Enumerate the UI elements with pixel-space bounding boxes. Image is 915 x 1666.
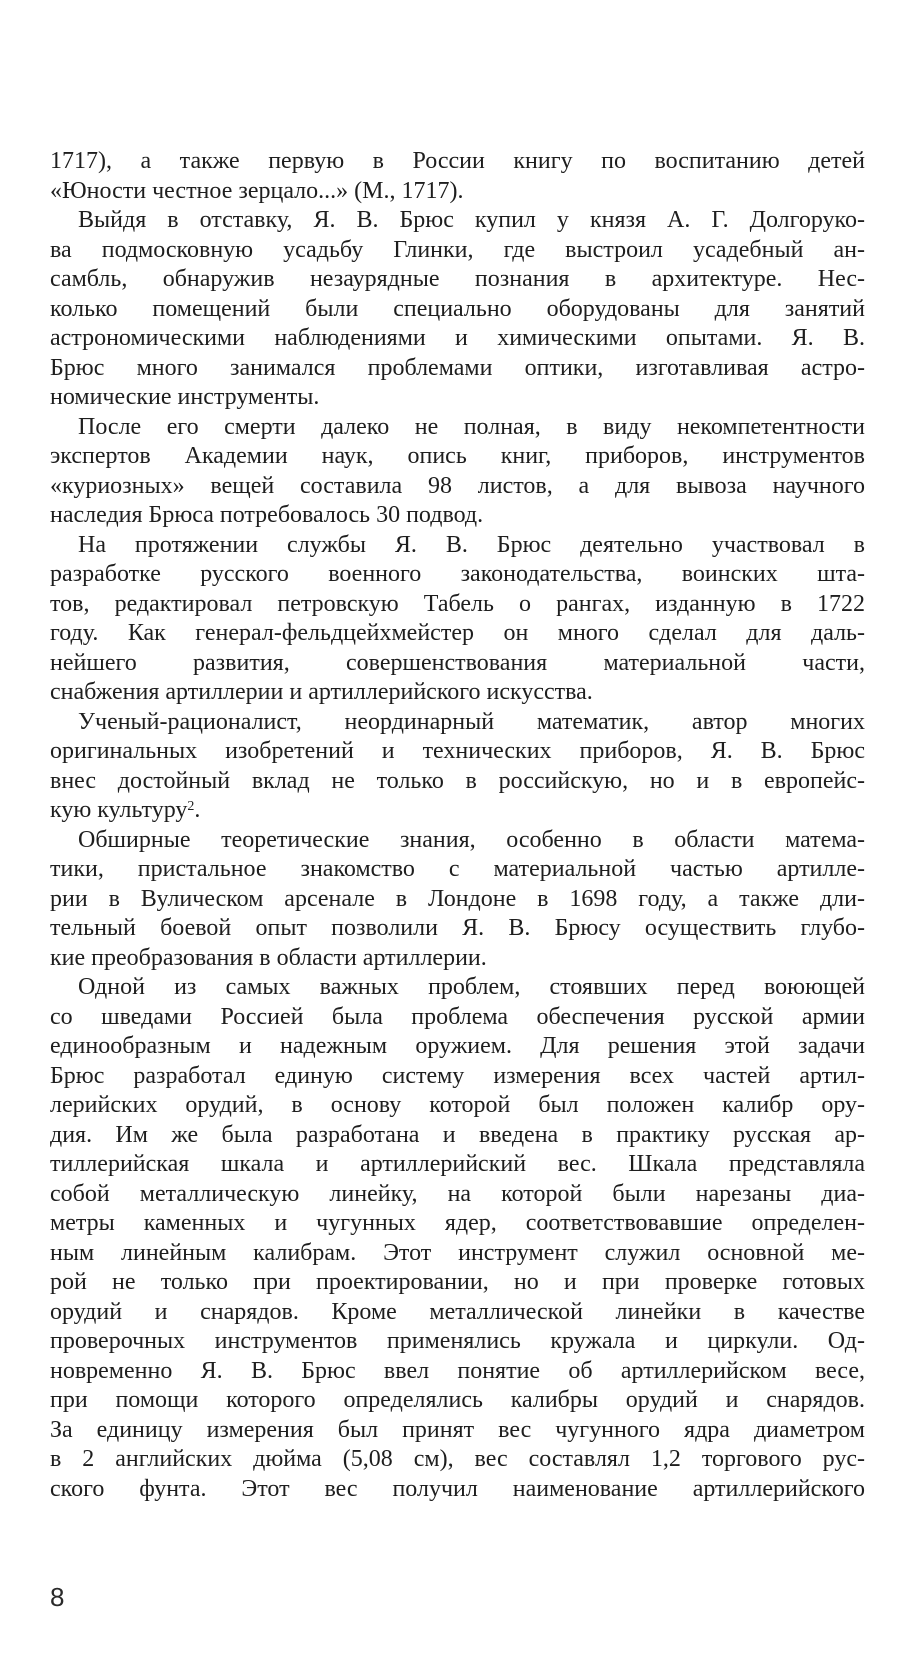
paragraph-4 bbox=[50, 531, 865, 708]
text-line: внес достойный вклад не только в российскую, но и в европейс- bbox=[50, 767, 865, 794]
text-line: проверочных инструментов применялись кружала и циркули. Од- bbox=[50, 1328, 865, 1354]
text-line: единообразным и надежным оружием. Для решения этой задачи bbox=[50, 1033, 865, 1059]
text-line: самбль, обнаружив незаурядные познания в архитектуре. Нес- bbox=[50, 266, 865, 292]
text-line: тики, пристальное знакомство с материальной частью артилле- bbox=[50, 856, 865, 882]
text-line: в 2 английских дюйма (5,08 см), вес составлял 1,2 торгового рус- bbox=[50, 1446, 865, 1472]
text-line: рой не только при проектировании, но и при проверке готовых bbox=[50, 1269, 865, 1295]
text-line: орудий и снарядов. Кроме металлической линейки в качестве bbox=[50, 1298, 865, 1325]
text-line: «Юности честное зерцало...» (М., 1717). bbox=[50, 177, 464, 204]
text-line-tail: . bbox=[194, 797, 201, 823]
text-line: разработке русского военного законодательства, воинских шта- bbox=[50, 561, 865, 587]
page-body bbox=[50, 147, 865, 1504]
text-line: экспертов Академии наук, опись книг, приборов, инструментов bbox=[50, 443, 865, 469]
text-line: ва подмосковную усадьбу Глинки, где выстроил усадебный ан- bbox=[50, 236, 865, 263]
text-line: Ученый-рационалист, неординарный математик, автор многих bbox=[78, 708, 865, 735]
text-line: лерийских орудий, в основу которой был положен калибр ору- bbox=[50, 1092, 865, 1118]
text-line: со шведами Россией была проблема обеспечения русской армии bbox=[50, 1003, 865, 1030]
text-line: при помощи которого определялись калибры орудий и снарядов. bbox=[50, 1387, 865, 1413]
text-line: тиллерийская шкала и артиллерийский вес. Шкала представляла bbox=[50, 1151, 865, 1177]
text-line: Брюс разработал единую систему измерения всех частей артил- bbox=[50, 1062, 865, 1089]
text-line: тов, редактировал петровскую Табель о рангах, изданную в 1722 bbox=[50, 590, 865, 617]
text-line-part: кую культуру bbox=[50, 797, 188, 823]
text-line: году. Как генерал-фельдцейхмейстер он много сделал для даль- bbox=[50, 620, 865, 646]
text-line: 1717), а также первую в России книгу по воспитанию детей bbox=[50, 148, 865, 174]
paragraph-5 bbox=[50, 708, 865, 826]
text-line: оригинальных изобретений и технических приборов, Я. В. Брюс bbox=[50, 738, 865, 764]
page-number: 8 bbox=[50, 1582, 65, 1612]
text-line: номические инструменты. bbox=[50, 384, 320, 410]
text-line: дия. Им же была разработана и введена в практику русская ар- bbox=[50, 1121, 865, 1148]
text-line: наследия Брюса потребовалось 30 подвод. bbox=[50, 502, 484, 528]
text-line: ского фунта. Этот вес получил наименование артиллерийского bbox=[50, 1475, 865, 1502]
text-line: кие преобразования в области артиллерии. bbox=[50, 944, 487, 971]
text-line: После его смерти далеко не полная, в виду некомпетентности bbox=[78, 413, 865, 440]
paragraph-6 bbox=[50, 826, 865, 974]
text-line: Обширные теоретические знания, особенно в области матема- bbox=[78, 826, 865, 853]
text-line: Выйдя в отставку, Я. В. Брюс купил у князя А. Г. Долгоруко- bbox=[78, 207, 865, 233]
paragraph-2 bbox=[50, 206, 865, 413]
text-line: Одной из самых важных проблем, стоявших перед воюющей bbox=[78, 974, 865, 1000]
text-line: тельный боевой опыт позволили Я. В. Брюсу осуществить глубо- bbox=[50, 915, 865, 941]
text-line: ным линейным калибрам. Этот инструмент служил основной ме- bbox=[50, 1239, 865, 1266]
text-line: метры каменных и чугунных ядер, соответствовавшие определен- bbox=[50, 1210, 865, 1236]
footnote-reference[interactable]: 2 bbox=[187, 799, 195, 814]
text-line: Брюс много занимался проблемами оптики, изготавливая астро- bbox=[50, 354, 865, 381]
text-line: нейшего развития, совершенствования материальной части, bbox=[50, 649, 865, 676]
text-line: снабжения артиллерии и артиллерийского искусства. bbox=[50, 679, 593, 705]
text-line: рии в Вулическом арсенале в Лондоне в 1698 году, а также дли- bbox=[50, 885, 865, 912]
text-line: «куриозных» вещей составила 98 листов, а для вывоза научного bbox=[50, 472, 865, 499]
text-line: На протяжении службы Я. В. Брюс деятельно участвовал в bbox=[78, 531, 865, 558]
text-line: За единицу измерения был принят вес чугунного ядра диаметром bbox=[50, 1416, 865, 1443]
paragraph-1 bbox=[50, 147, 865, 206]
text-line: астрономическими наблюдениями и химическими опытами. Я. В. bbox=[50, 325, 865, 351]
text-line: собой металлическую линейку, на которой были нарезаны диа- bbox=[50, 1180, 865, 1207]
text-line bbox=[50, 796, 865, 826]
paragraph-3 bbox=[50, 413, 865, 531]
text-line: новременно Я. В. Брюс ввел понятие об артиллерийском весе, bbox=[50, 1357, 865, 1384]
paragraph-7 bbox=[50, 973, 865, 1504]
text-line: колько помещений были специально оборудованы для занятий bbox=[50, 295, 865, 322]
